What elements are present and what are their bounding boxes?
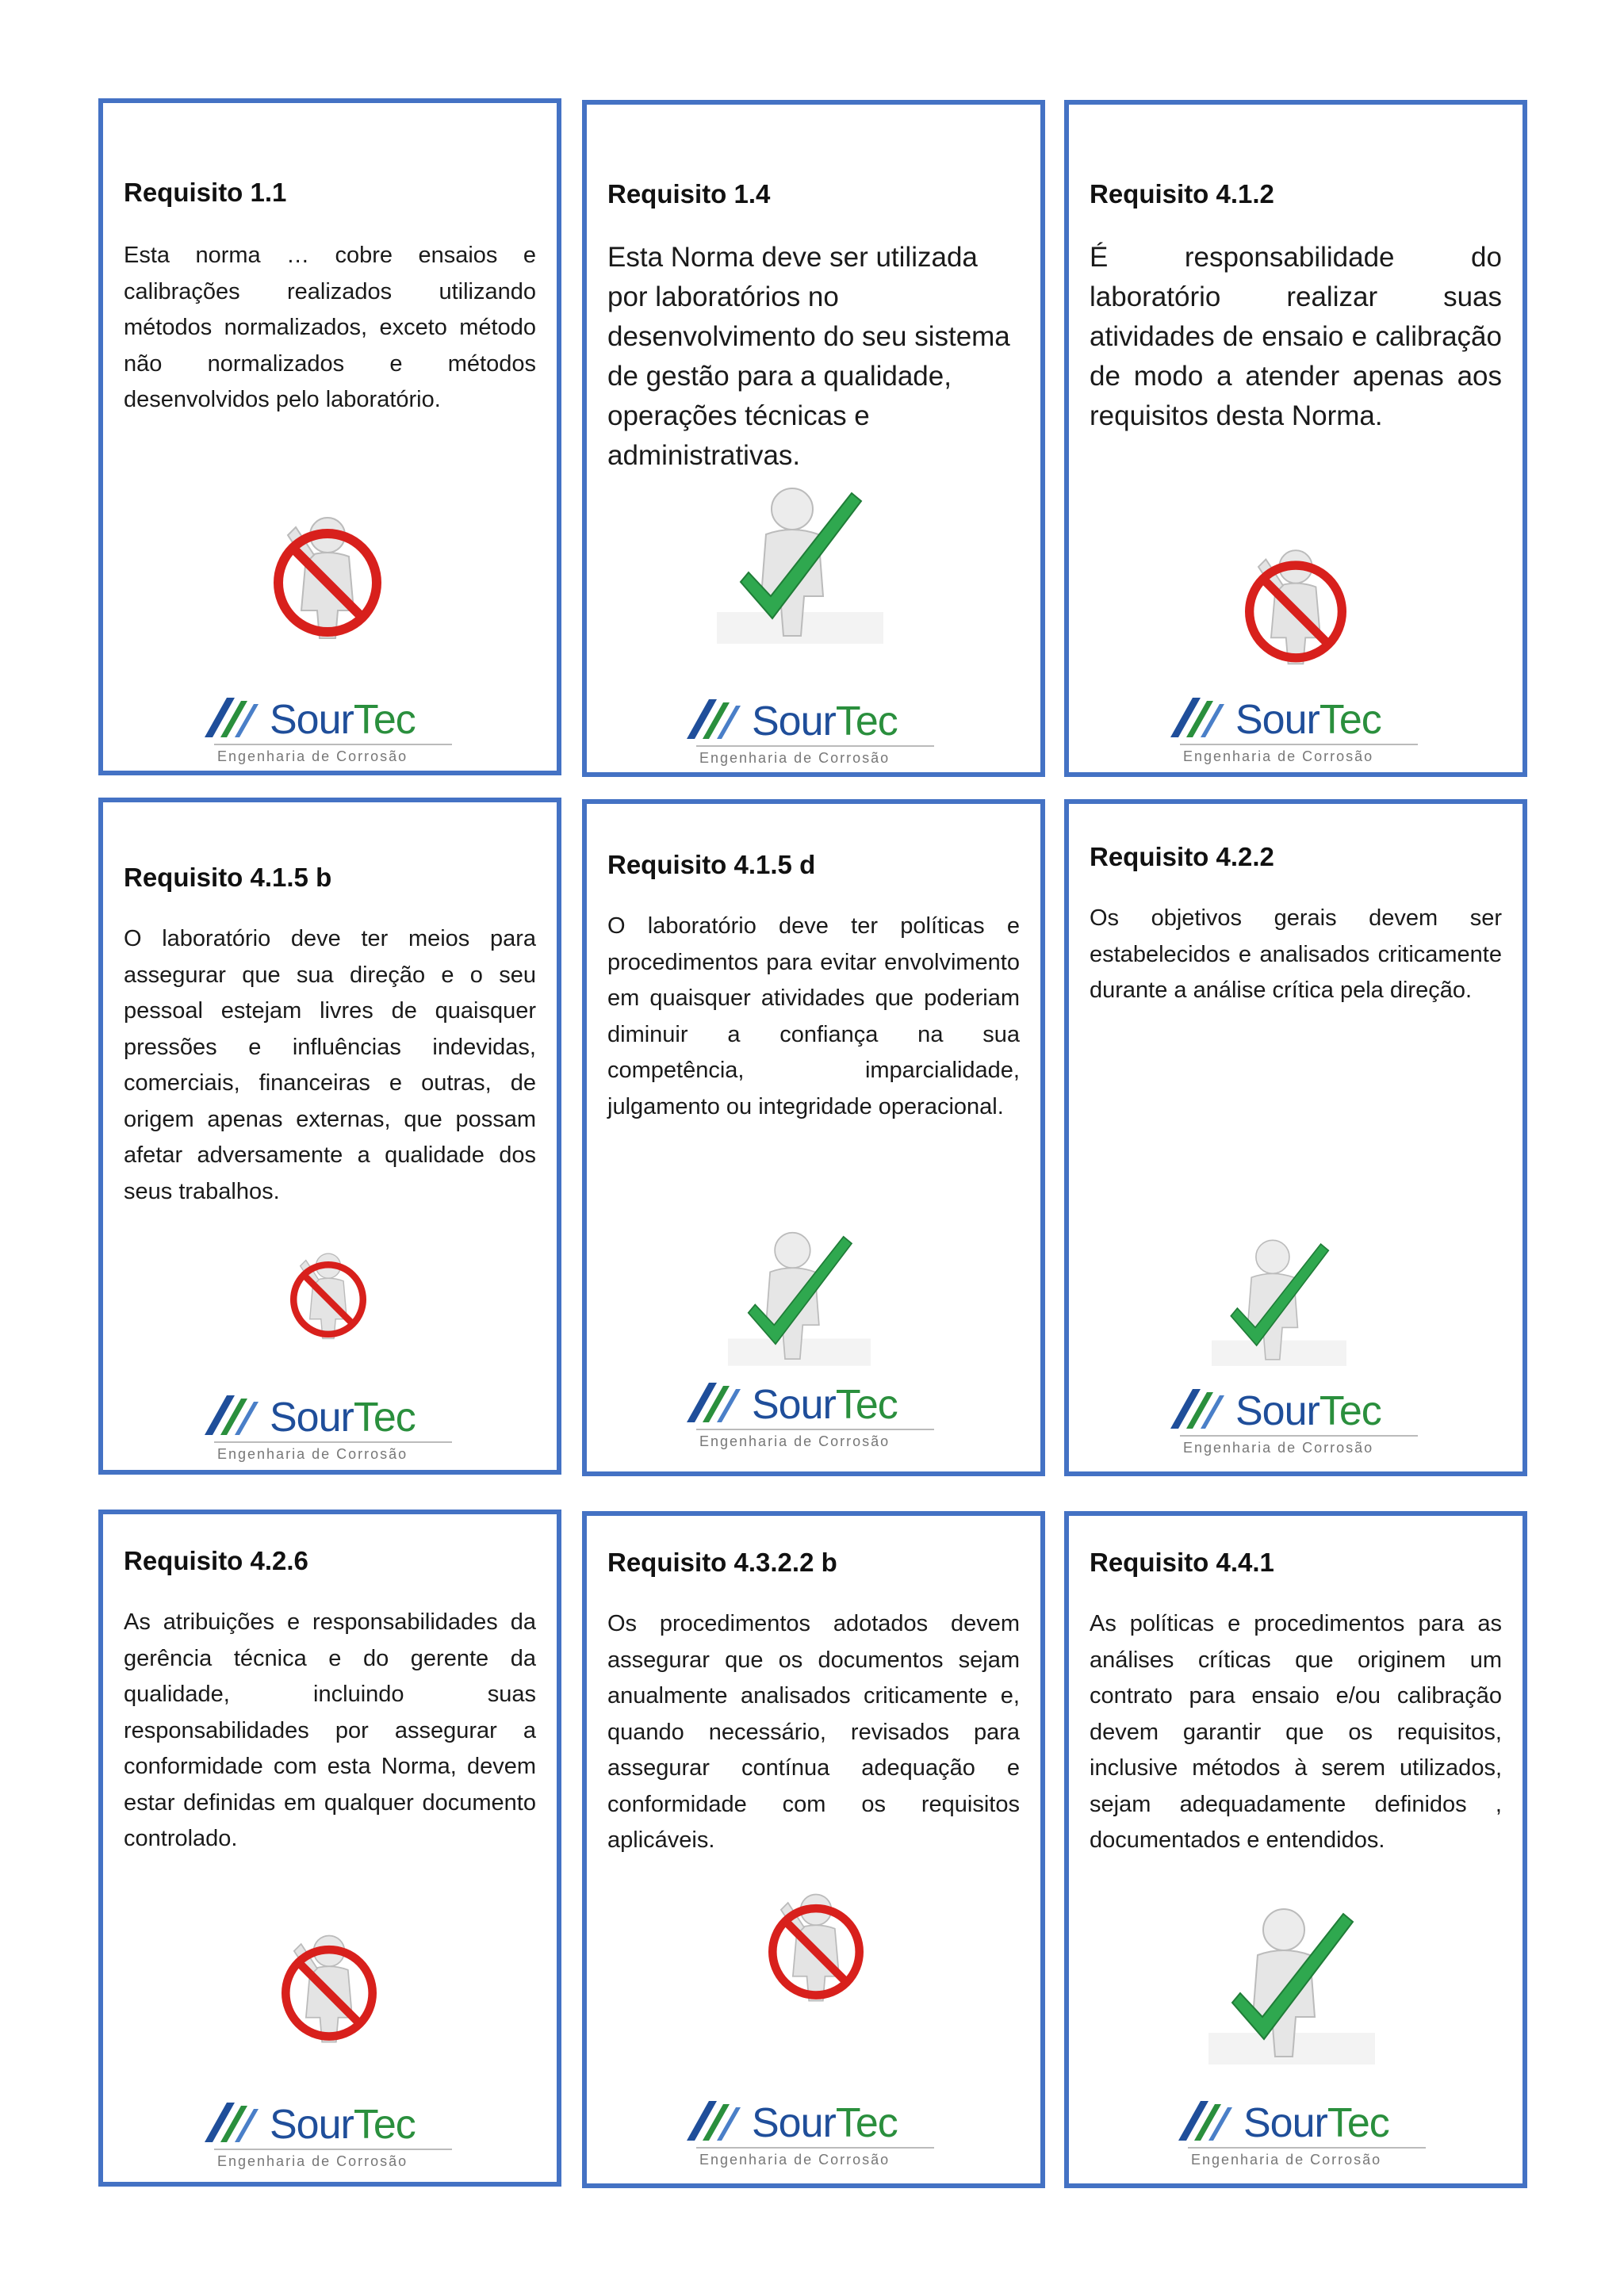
check-icon (1212, 1230, 1346, 1377)
card-requisito-4-2-2 (1064, 799, 1527, 1476)
prohibited-icon (260, 507, 395, 646)
card-text: Esta norma … cobre ensaios e calibrações realizados utilizando métodos normalizados, exceto método não normalizados e métodos desenvolvidos pelo laboratório. (124, 243, 536, 412)
logo-text-tec: Tec (1319, 697, 1381, 743)
logo-text-sour: Sour (270, 2102, 354, 2148)
prohibited-icon (270, 1927, 389, 2049)
card-requisito-1-4 (582, 100, 1045, 777)
logo-tagline: Engenharia de Corrosão (1183, 748, 1374, 764)
logo-tagline: Engenharia de Corrosão (217, 2153, 408, 2169)
logo-text-sour: Sour (752, 698, 836, 744)
card-requisito-4-1-5-d (582, 799, 1045, 1476)
card-title: Requisito 4.2.6 (124, 1546, 308, 1575)
sourtec-logo (200, 2093, 462, 2172)
card-text: Os objetivos gerais devem ser estabelecidos e analisados criticamente durante a análise crítica pela direção. (1090, 905, 1502, 1003)
card-text: Os procedimentos adotados devem assegurar que os documentos sejam anualmente analisados criticamente e, quando necessário, revisados para assegurar contínua adequação e conformidade com os requisitos aplicáveis. (607, 1611, 1020, 1853)
logo-text-tec: Tec (1327, 2100, 1389, 2146)
card-title: Requisito 1.1 (124, 178, 287, 207)
logo-text-sour: Sour (1235, 697, 1320, 743)
card-requisito-4-1-2 (1064, 100, 1527, 777)
logo-text-sour: Sour (270, 1395, 354, 1441)
card-text: O laboratório deve ter meios para assegurar que sua direção e o seu pessoal estejam livres de quaisquer pressões e influências indevidas, comerciais, financeiras e outras, de origem apenas externas, que possam afetar adversamente a qualidade dos seus trabalhos. (124, 926, 536, 1204)
sourtec-logo (1166, 1380, 1427, 1459)
prohibited-icon (281, 1246, 376, 1345)
card-requisito-4-1-5-b (98, 798, 561, 1475)
logo-text-tec: Tec (353, 2102, 416, 2148)
prohibited-icon (1232, 541, 1359, 672)
sourtec-logo (1174, 2091, 1435, 2171)
card-requisito-4-4-1 (1064, 1511, 1527, 2188)
sourtec-logo (1166, 688, 1427, 767)
logo-text-tec: Tec (835, 698, 898, 744)
logo-text-tec: Tec (1319, 1388, 1381, 1434)
logo-tagline: Engenharia de Corrosão (699, 2152, 891, 2168)
logo-text-sour: Sour (752, 1382, 836, 1428)
card-title: Requisito 4.4.1 (1090, 1548, 1274, 1577)
sourtec-logo (200, 1386, 462, 1465)
card-title: Requisito 4.2.2 (1090, 842, 1274, 871)
prohibited-icon (756, 1885, 875, 2008)
logo-tagline: Engenharia de Corrosão (1191, 2152, 1382, 2168)
sourtec-logo (682, 690, 944, 769)
sourtec-logo (200, 688, 462, 767)
check-icon (717, 477, 883, 656)
logo-tagline: Engenharia de Corrosão (217, 748, 408, 764)
card-text: As políticas e procedimentos para as análises críticas que originem um contrato para ensaio e/ou calibração devem garantir que os requisitos, inclusive métodos à serem utilizados, sejam adequadamente definidos , documentados e entendidos. (1090, 1611, 1502, 1853)
logo-text-sour: Sour (1243, 2100, 1327, 2146)
logo-tagline: Engenharia de Corrosão (699, 1433, 891, 1449)
card-text: As atribuições e responsabilidades da gerência técnica e do gerente da qualidade, incluindo suas responsabilidades por assegurar a conformidade com esta Norma, devem estar definidas em qualquer documento controlado. (124, 1609, 536, 1851)
logo-text-tec: Tec (353, 1395, 416, 1441)
logo-tagline: Engenharia de Corrosão (217, 1446, 408, 1462)
card-title: Requisito 4.3.2.2 b (607, 1548, 837, 1577)
card-text: O laboratório deve ter políticas e procedimentos para evitar envolvimento em quaisquer atividades que poderiam diminuir a confiança na sua competência, imparcialidade, julgamento ou integridade operacional. (607, 913, 1020, 1119)
card-title: Requisito 1.4 (607, 179, 771, 209)
card-title: Requisito 4.1.2 (1090, 179, 1274, 209)
logo-tagline: Engenharia de Corrosão (699, 750, 891, 766)
card-text: Esta Norma deve ser utilizada por laboratórios no desenvolvimento do seu sistema de gestão para a qualidade, operações técnicas e administrativas. (607, 242, 1010, 471)
check-icon (1208, 1898, 1375, 2076)
logo-text-tec: Tec (835, 2100, 898, 2146)
card-text: É responsabilidade do laboratório realizar suas atividades de ensaio e calibração de modo a atender apenas aos requisitos desta Norma. (1090, 242, 1502, 431)
check-icon (728, 1223, 871, 1377)
logo-text-sour: Sour (752, 2100, 836, 2146)
sourtec-logo (682, 2091, 944, 2171)
sourtec-logo (682, 1373, 944, 1452)
logo-text-tec: Tec (835, 1382, 898, 1428)
logo-text-sour: Sour (270, 697, 354, 743)
logo-text-tec: Tec (353, 697, 416, 743)
logo-tagline: Engenharia de Corrosão (1183, 1440, 1374, 1456)
card-requisito-4-2-6 (98, 1510, 561, 2187)
card-title: Requisito 4.1.5 d (607, 850, 816, 879)
card-requisito-4-3-2-2-b (582, 1511, 1045, 2188)
logo-text-sour: Sour (1235, 1388, 1320, 1434)
card-title: Requisito 4.1.5 b (124, 863, 332, 892)
card-requisito-1-1 (98, 98, 561, 775)
